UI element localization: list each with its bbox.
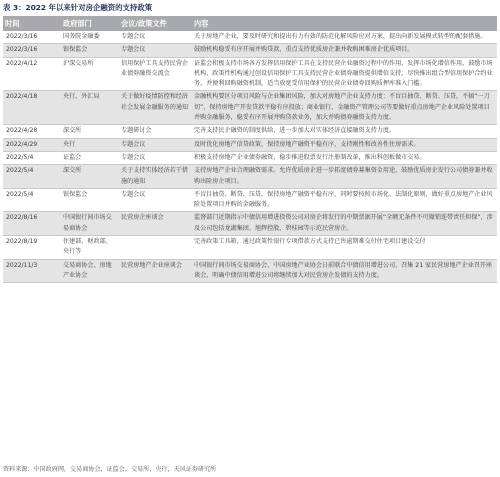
row-department: 沪深交易所 bbox=[61, 57, 119, 91]
row-content: 证监会积极支持市场各方发挥信用保护工具在支持民营企业融资过程中的作用，发挥市场化增信作用，鼓励市场机构、政策性机构通过创设信用保护工具支持民营企业债券融资提供增信支持，尽快推出组合型信用保护合约业务，并便利回购融资机制，适当放宽受信用保护的民营企业债券回购质押库准入门槛。 bbox=[192, 57, 497, 91]
row-document: 专题会议 bbox=[119, 138, 192, 151]
table-row bbox=[3, 31, 497, 44]
table-row bbox=[3, 138, 497, 151]
row-document: 信用保护工具支持民营企业债券融资交流会 bbox=[119, 57, 192, 91]
row-content: 鼓励机构稳妥有序开展并购贷款，重点支持优质房企兼并收购困难房企优质项目。 bbox=[192, 44, 497, 57]
table-row bbox=[3, 151, 497, 164]
row-content: 支持房地产企业合理融资需求。允许优质房企进一步拓宽债券募集资金用途，鼓励优质房企发行公司债券兼并收购出险房企项目。 bbox=[192, 165, 497, 189]
row-department: 银保监会 bbox=[61, 188, 119, 212]
table-header-row bbox=[3, 16, 497, 31]
row-content: 不盲目抽贷、断贷、压贷，保持房地产融资平稳有序，同时要按照市场化、法制化原则，做好重点房地产企业风险处置项目并购的金融服务。 bbox=[192, 188, 497, 212]
row-date: 2022/3/16 bbox=[3, 44, 61, 57]
row-document: 专题研讨会 bbox=[119, 125, 192, 138]
row-department: 国务院金融委 bbox=[61, 31, 119, 44]
header-content: 内容 bbox=[192, 16, 497, 31]
table-row bbox=[3, 125, 497, 138]
row-document: 专题会议 bbox=[119, 31, 192, 44]
row-document: 民营房地产企业座谈会 bbox=[119, 259, 192, 283]
row-document: 民营房企座谈会 bbox=[119, 212, 192, 236]
row-department: 深交所 bbox=[61, 165, 119, 189]
row-date: 2022/4/28 bbox=[3, 125, 61, 138]
row-content: 积极支持房地产企业债券融资，稳步推进股票发行注册制改革，推出科创板做市交易。 bbox=[192, 151, 497, 164]
row-department: 深交所 bbox=[61, 125, 119, 138]
row-date: 2022/3/16 bbox=[3, 31, 61, 44]
table-row bbox=[3, 259, 497, 283]
row-date: 2022/4/18 bbox=[3, 91, 61, 125]
row-content: 完善政策工具箱，通过政策性银行专项借款方式支持已售逾期难交付住宅项目建设交付 bbox=[192, 236, 497, 260]
row-content: 监督部门近期指示中债信用增进投资公司对房企将发行的中期票据开展“全额无条件不可撤销连带责任担保”，涉及公司包括龙湖集团、旭辉控股、碧桂园等示范民营房企。 bbox=[192, 212, 497, 236]
row-content: 金融机构要区分项目风险与企业集团风险，加大对房地产企业支持力度：不盲目抽贷、断贷、压贷，不搞“一刀切”，保持房地产开发贷款平稳有序投放；商业银行、金融资产管理公司等要做好重点房地产企业风险处置项目并购金融服务，稳妥有序开展并购贷款业务，加大并购债券融资支持力度。 bbox=[192, 91, 497, 125]
table-caption: 表 3：2022 年以来针对房企融资的支持政策 bbox=[3, 3, 153, 12]
source-note: 资料来源：中国政府网，交易商协会，证监会，交易所，央行，天风证券研究所 bbox=[3, 466, 217, 473]
header-date: 时间 bbox=[3, 16, 61, 31]
table-row bbox=[3, 57, 497, 91]
table-row bbox=[3, 165, 497, 189]
row-document bbox=[119, 236, 192, 260]
row-department: 证监会 bbox=[61, 151, 119, 164]
row-date: 2022/8/19 bbox=[3, 236, 61, 260]
row-date: 2022/8/16 bbox=[3, 212, 61, 236]
table-row bbox=[3, 212, 497, 236]
row-content: 中国银行间市场交易商协会、中国房地产业协会日前联合中债信用增进公司，召集 21 家民营房地产企业召开座谈会，明确中债信用增进公司将继续加大对民营房企发债的支持力度。 bbox=[192, 259, 497, 283]
row-department: 央行 bbox=[61, 138, 119, 151]
row-date: 2022/4/29 bbox=[3, 138, 61, 151]
row-document: 关于支持实体经济若干措施的通知 bbox=[119, 165, 192, 189]
row-document: 专题会议 bbox=[119, 44, 192, 57]
row-document: 关于做好疫情防控和经济社会发展金融服务的通知 bbox=[119, 91, 192, 125]
row-department: 交易商协会、房地产业协会 bbox=[61, 259, 119, 283]
row-date: 2022/5/4 bbox=[3, 165, 61, 189]
header-department: 政府部门 bbox=[61, 16, 119, 31]
header-document: 会议/政策文件 bbox=[119, 16, 192, 31]
row-content: 完善支持民企融资的制度供给，进一步加大对实体经济直接融资支持力度。 bbox=[192, 125, 497, 138]
row-department: 央行、外汇局 bbox=[61, 91, 119, 125]
row-department: 银保监会 bbox=[61, 44, 119, 57]
row-document: 专题会议 bbox=[119, 188, 192, 212]
row-date: 2022/11/3 bbox=[3, 259, 61, 283]
row-document: 专题会议 bbox=[119, 151, 192, 164]
table-row bbox=[3, 91, 497, 125]
row-date: 2022/5/4 bbox=[3, 188, 61, 212]
row-date: 2022/4/12 bbox=[3, 57, 61, 91]
row-content: 及时优化房地产信贷政策，保持房地产融资平稳有序，支持刚性和改善性住房需求。 bbox=[192, 138, 497, 151]
table-row bbox=[3, 188, 497, 212]
policy-table bbox=[3, 16, 497, 283]
table-row bbox=[3, 236, 497, 260]
table-row bbox=[3, 44, 497, 57]
row-department: 中国银行间市场交易商协会 bbox=[61, 212, 119, 236]
row-date: 2022/5/4 bbox=[3, 151, 61, 164]
row-department: 住建部、财政部、央行等 bbox=[61, 236, 119, 260]
row-content: 关于房地产企业，要及时研究和提出有力有效的防范化解风险应对方案，提出向新发展模式转型的配套措施。 bbox=[192, 31, 497, 44]
